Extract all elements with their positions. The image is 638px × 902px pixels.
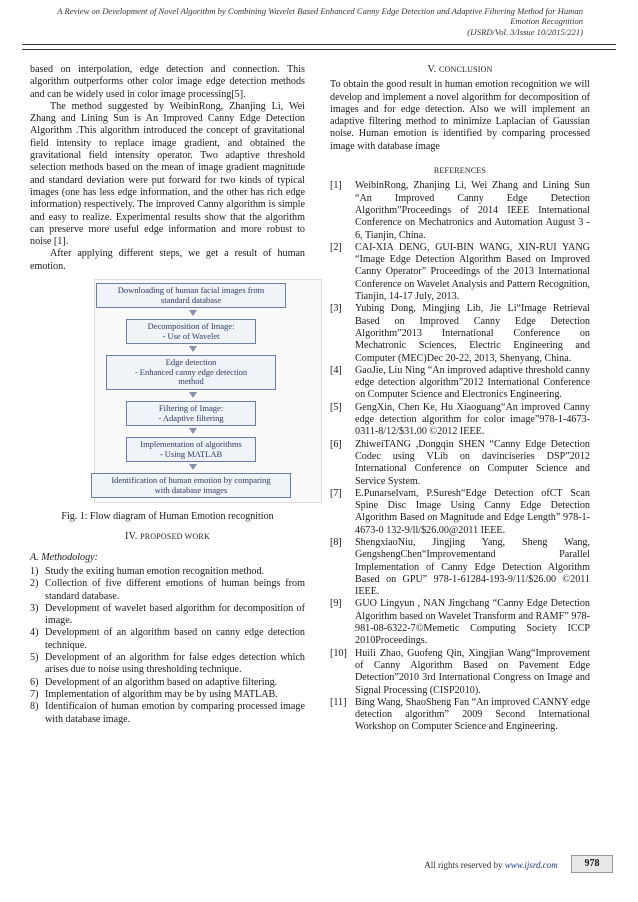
- reference-item: [330, 697, 590, 734]
- item-number: [3]: [330, 303, 342, 315]
- methodology-item: [30, 566, 305, 578]
- reference-item: [330, 598, 590, 647]
- item-number: 2): [30, 578, 39, 590]
- flow-step-text: Filtering of Image:: [158, 403, 224, 414]
- flow-step-text: Downloading of human facial images from: [117, 285, 265, 296]
- reference-item: [330, 439, 590, 488]
- reference-item: [330, 180, 590, 241]
- item-text: Implementation of algorithm may be by using MATLAB.: [45, 688, 278, 700]
- flow-step-text: - Use of Wavelet: [162, 330, 220, 341]
- methodology-item: [30, 677, 305, 689]
- down-arrow-icon: [189, 392, 197, 398]
- flow-step-implementation: [126, 437, 256, 462]
- item-number: [2]: [330, 241, 342, 253]
- reference-item: [330, 488, 590, 537]
- header-line-3: (IJSRD/Vol. 3/Issue 10/2015/221): [467, 26, 583, 37]
- flow-step-text: Edge detection: [165, 357, 217, 368]
- flow-step-text: - Using MATLAB: [159, 448, 223, 459]
- methodology-item: [30, 578, 305, 603]
- subsection-heading: A. Methodology:: [30, 551, 99, 563]
- item-number: 4): [30, 627, 39, 639]
- section-heading: [330, 64, 590, 76]
- down-arrow-icon: [189, 310, 197, 316]
- down-arrow-icon: [189, 346, 197, 352]
- flow-step-text: - Adaptive filtering: [158, 412, 224, 423]
- down-arrow-icon: [189, 428, 197, 434]
- paragraph: To obtain the good result in human emotion recognition we will develop and implement a novel algorithm for decomposition of images and for edge detection. Also we will implement an adaptive filtering method to minimize Laplacian of Gaussian noise. Human emotion is identified by comparing processed image with database image: [330, 79, 590, 152]
- reference-item: [330, 365, 590, 402]
- item-text: ZhiweiTANG ,Dongqin SHEN “Canny Edge Detection Codec using VLib on davinciseries DSP”2012 International Conference on Computer Science and Service System.: [355, 438, 590, 487]
- item-number: 7): [30, 688, 39, 700]
- item-text: CAI-XIA DENG, GUI-BIN WANG, XIN-RUI YANG “Image Edge Detection Algorithm Based on Improved Canny Operator” Proceedings of the 2013 International Conference on Wavelet Analysis and Pattern Recognition, Tianjin, 14-17 July, 2013.: [355, 241, 590, 303]
- flow-step-edge-detection: [106, 355, 276, 390]
- flow-step-text: standard database: [160, 294, 222, 305]
- item-number: [6]: [330, 438, 342, 450]
- item-number: 8): [30, 701, 39, 713]
- right-column: [330, 64, 590, 734]
- item-text: Development of an algorithm based on canny edge detection technique.: [45, 627, 305, 651]
- paragraph: After applying different steps, we get a result of human emotion.: [30, 248, 305, 272]
- item-text: Study the exiting human emotion recognition method.: [45, 565, 265, 577]
- item-number: [9]: [330, 598, 342, 610]
- flow-step-text: method: [178, 376, 204, 387]
- reference-item: [330, 303, 590, 364]
- methodology-item: [30, 603, 305, 628]
- footer-text: All rights reserved by: [424, 860, 503, 870]
- section-title: PROPOSED WORK: [140, 532, 210, 542]
- flow-diagram: [96, 283, 318, 501]
- item-number: [7]: [330, 487, 342, 499]
- reference-item: [330, 402, 590, 439]
- section-number: IV.: [125, 531, 138, 543]
- item-text: Development of wavelet based algorithm for decomposition of image.: [45, 602, 305, 627]
- flow-step-filtering: [126, 401, 256, 426]
- section-heading: [330, 165, 590, 177]
- item-number: 6): [30, 676, 39, 688]
- reference-item: [330, 537, 590, 598]
- flow-step-download: [96, 283, 286, 308]
- paragraph: based on interpolation, edge detection and connection. This algorithm outperforms other color image edge detection methods and can be widely used in color image processing[5].: [30, 64, 305, 100]
- left-column: [30, 64, 305, 726]
- header-line-2: Emotion Recognition: [510, 16, 583, 27]
- page-number: 978: [571, 855, 613, 873]
- flow-step-text: - Enhanced canny edge detection: [134, 366, 248, 377]
- reference-item: [330, 648, 590, 697]
- item-number: 3): [30, 602, 39, 614]
- item-text: Development of an algorithm based on adaptive filtering.: [45, 676, 278, 688]
- item-text: Development of an algorithm for false edges detection which arises due to noise using thresholding technique.: [45, 652, 305, 676]
- methodology-item: [30, 652, 305, 677]
- item-number: [11]: [330, 696, 347, 708]
- methodology-item: [30, 689, 305, 701]
- reference-item: [330, 242, 590, 303]
- item-text: Identificaion of human emotion by comparing processed image with database image.: [45, 701, 305, 725]
- section-title: REFERENCES: [433, 166, 487, 176]
- item-text: GaoJie, Liu Ning “An improved adaptive threshold canny edge detection algorithm”2012 International Conference on Computer Science and Electronics Engineering.: [355, 364, 590, 401]
- item-number: [5]: [330, 401, 342, 413]
- figure-caption: Fig. 1: Flow diagram of Human Emotion recognition: [61, 511, 274, 523]
- figure-background: [94, 279, 322, 503]
- flow-step-text: Identification of human emotion by comparing: [111, 475, 271, 486]
- footer-link[interactable]: www.ijsrd.com: [504, 860, 558, 870]
- methodology-item: [30, 701, 305, 726]
- item-text: GUO Lingyun , NAN Jingchang “Canny Edge Detection Algorithm based on Wavelet Transform and RAMF” 978-981-08-6322-7©Memetic Computing Society ICCP 2010Proceedings.: [355, 598, 590, 647]
- running-header: [23, 6, 583, 37]
- item-text: GengXin, Chen Ke, Hu Xiaoguang“An improved Canny edge detection algorithm for color image”978-1-4673-0311-8/12/$31.00 ©2012 IEEE.: [355, 401, 590, 438]
- item-number: [10]: [330, 647, 347, 659]
- methodology-item: [30, 627, 305, 652]
- item-text: Collection of five different emotions of human beings from standard database.: [45, 578, 305, 602]
- flow-step-text: Decomposition of Image:: [147, 321, 235, 332]
- item-text: Bing Wang, ShaoSheng Fan “An improved CANNY edge detection algorithm” 2009 Second International Workshop on Computer Science and Engineering.: [355, 696, 590, 733]
- header-line-1: A Review on Development of Novel Algorithm by Combining Wavelet Based Enhanced Canny Edge Detection and Adaptive Filtering Method for Human: [57, 6, 583, 16]
- section-title: CONCLUSION: [438, 65, 493, 74]
- item-number: 5): [30, 652, 39, 664]
- references-list: [330, 180, 590, 733]
- item-text: ShengxiaoNiu, Jingjing Yang, Sheng Wang, GengshengChen“Improvementand Parallel Implementation of Canny Edge Detection Algorithm Based on GPU” 978-1-61284-193-9/11/$26.00 ©2011 IEEE.: [355, 536, 590, 598]
- flow-step-text: with database images: [154, 484, 228, 495]
- section-heading: [30, 531, 305, 543]
- item-text: WeibinRong, Zhanjing Li, Wei Zhang and Lining Sun “An Improved Canny Edge Detection Algorithm”Proceedings of 2014 IEEE International Conference on Mechatronics and Automation August 3 - 6, Tianjin, China.: [355, 180, 590, 241]
- flow-step-text: Implementation of algorithms: [140, 439, 242, 450]
- item-number: [1]: [330, 180, 342, 192]
- item-text: E.Punarselvam, P.Suresh“Edge Detection ofCT Scan Spine Disc Image Using Canny Edge Detection Algorithm Based on Magnitude and Edge Length” 978-1-4673-0 132-9/ll/$26.00@2011 IEEE.: [355, 487, 590, 536]
- item-text: Yubing Dong, Mingjing Lib, Jie Li“Image Retrieval Based on Improved Canny Edge Detection Algorithm”2013 International Conference on Mechatronic Sciences, Electric Engineering and Computer (MEC)Dec 20-22, 2013, Shenyang, China.: [355, 303, 590, 364]
- item-number: 1): [30, 565, 39, 577]
- down-arrow-icon: [189, 464, 197, 470]
- methodology-list: [30, 566, 305, 726]
- section-number: V.: [427, 64, 437, 75]
- paragraph: The method suggested by WeibinRong, Zhanjing Li, Wei Zhang and Lining Sun is An Improved Canny Edge Detection Algorithm .This algorithm introduced the concept of gravitational field intensity to replace image gradient, and obtained the gravitational field intensity operator. Two adaptive threshold selection methods based on the mean of image gradient magnitude and standard deviation were put forward for two kinds of typical images (one has less edge information, and the other has rich edge information) respectively. The improved Canny algorithm is simple and easy to realize. Experimental results show that the algorithm can preserve more useful edge information and more robust to noise [1].: [30, 100, 305, 248]
- flow-step-identification: [91, 473, 291, 498]
- item-text: Huili Zhao, Guofeng Qin, Xingjian Wang“Improvement of Canny Algorithm Based on Pavement Edge Detection”2010 3rd International Congress on Image and Signal Processing (CISP2010).: [355, 647, 590, 696]
- item-number: [8]: [330, 536, 342, 548]
- flow-step-decomposition: [126, 319, 256, 344]
- item-number: [4]: [330, 364, 342, 376]
- header-rule: [22, 44, 616, 50]
